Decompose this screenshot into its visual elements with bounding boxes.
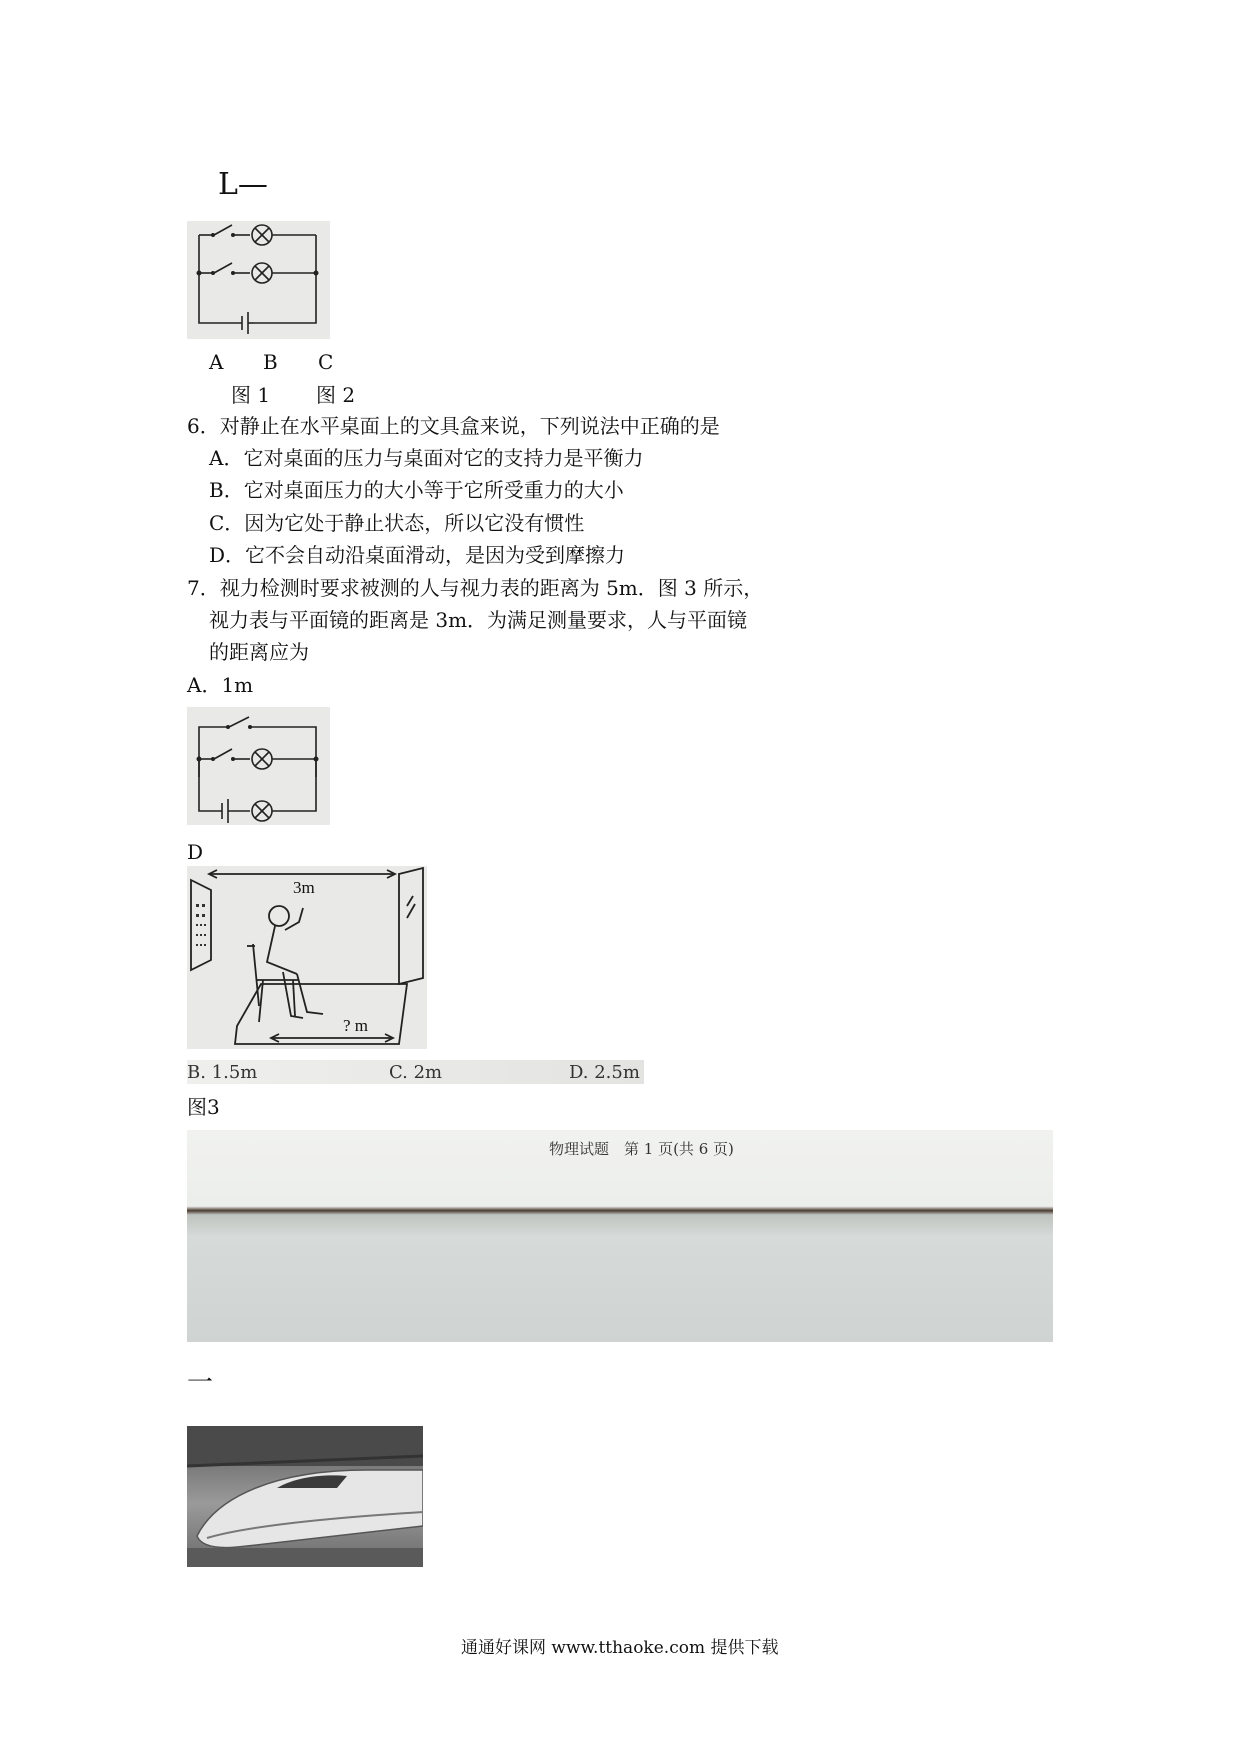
circuit-diagram-2-svg bbox=[187, 707, 330, 825]
question-7-line-1: 7．视力检测时要求被测的人与视力表的距离为 5m．图 3 所示， bbox=[187, 576, 764, 600]
train-photo bbox=[187, 1426, 423, 1567]
option-label-d: D bbox=[187, 840, 204, 864]
question-7-line-3: 的距离应为 bbox=[209, 640, 309, 664]
question-6-option-a: A．它对桌面的压力与桌面对它的支持力是平衡力 bbox=[209, 446, 644, 470]
scanned-page-band bbox=[187, 1130, 1053, 1342]
question-6-option-b: B．它对桌面压力的大小等于它所受重力的大小 bbox=[209, 478, 624, 502]
figure-2-caption: 图 2 bbox=[316, 383, 356, 407]
scanned-page-footer: 物理试题 第 1 页(共 6 页) bbox=[549, 1140, 734, 1158]
header-fragment: L— bbox=[218, 167, 268, 202]
q7-option-c: C. 2m bbox=[389, 1062, 443, 1083]
dash-line: 一 bbox=[187, 1368, 214, 1398]
page-footer: 通通好课网 www.tthaoke.com 提供下载 bbox=[461, 1638, 779, 1658]
eye-test-top-distance: 3m bbox=[293, 878, 315, 897]
question-6-option-c: C．因为它处于静止状态，所以它没有惯性 bbox=[209, 511, 585, 535]
eye-test-figure bbox=[187, 866, 427, 1049]
option-label-b: B bbox=[263, 350, 278, 374]
figure-1-caption: 图 1 bbox=[231, 383, 271, 407]
question-7-option-a: A．1m bbox=[187, 673, 254, 697]
eye-test-bottom-distance: ? m bbox=[343, 1016, 369, 1035]
train-photo-svg bbox=[187, 1426, 423, 1567]
q7-option-d: D. 2.5m bbox=[569, 1062, 640, 1083]
q7-option-b: B. 1.5m bbox=[187, 1062, 258, 1083]
circuit-diagram-1-svg bbox=[187, 221, 330, 339]
question-6-stem: 6．对静止在水平桌面上的文具盒来说，下列说法中正确的是 bbox=[187, 414, 720, 438]
circuit-diagram-1 bbox=[187, 221, 330, 339]
question-7-line-2: 视力表与平面镜的距离是 3m．为满足测量要求，人与平面镜 bbox=[209, 608, 748, 632]
circuit-diagram-2 bbox=[187, 707, 330, 825]
option-label-c: C bbox=[318, 350, 334, 374]
figure-3-caption: 图3 bbox=[187, 1095, 220, 1119]
option-label-a: A bbox=[209, 350, 224, 374]
options-strip bbox=[187, 1060, 644, 1084]
question-6-option-d: D．它不会自动沿桌面滑动，是因为受到摩擦力 bbox=[209, 543, 626, 567]
